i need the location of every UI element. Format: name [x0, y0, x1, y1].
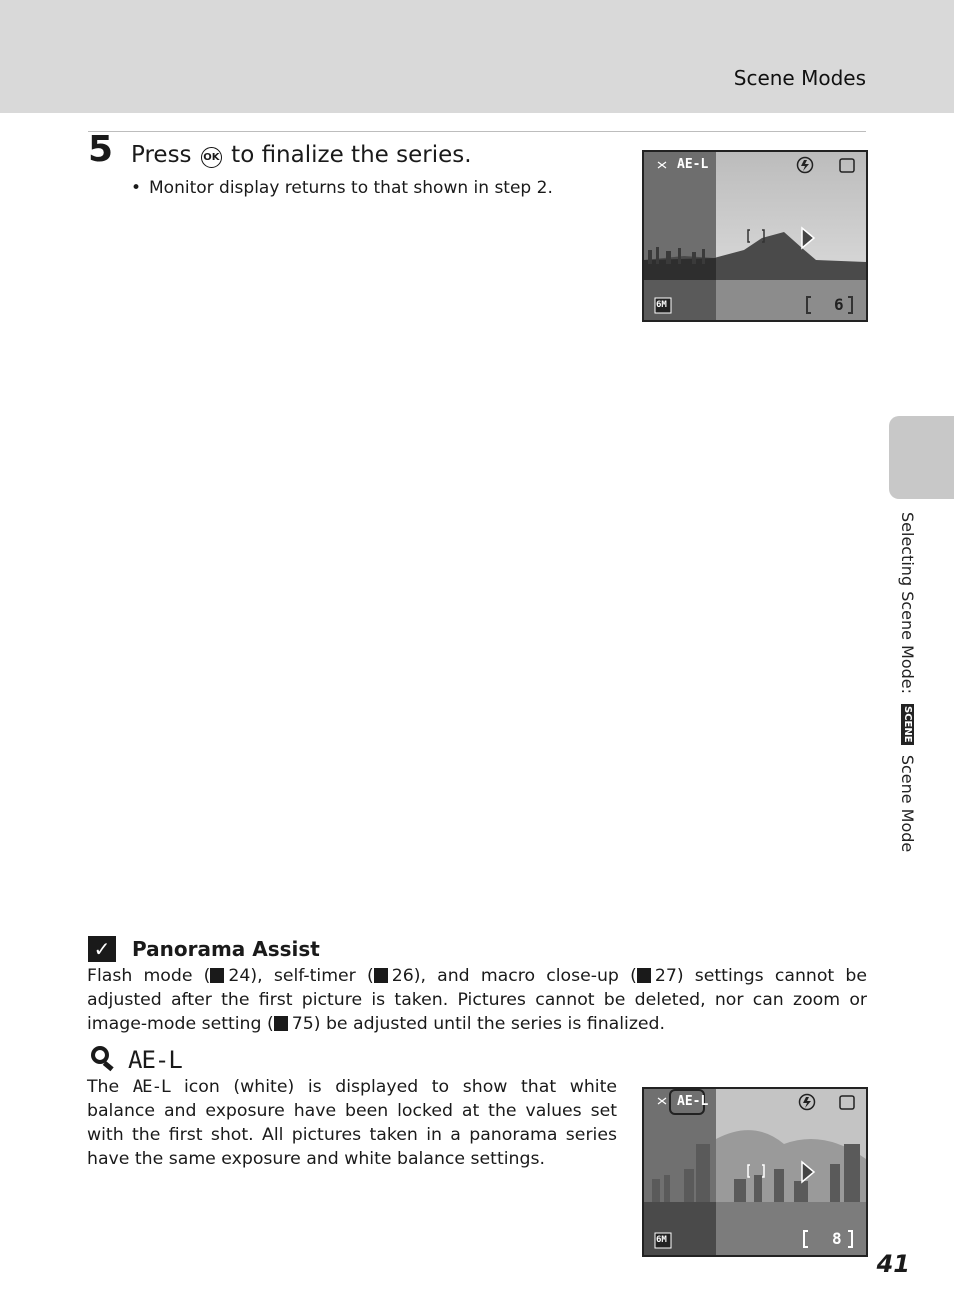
exposures-remaining: 6	[834, 295, 844, 314]
scene-icon: SCENE	[902, 706, 913, 743]
section-title: Scene Modes	[733, 66, 866, 90]
panorama-preview-image	[644, 152, 866, 320]
tip-body	[87, 1075, 617, 1171]
page-number: 41	[876, 1250, 910, 1278]
ael-indicator: AE-L	[677, 157, 709, 172]
tip-text: icon (white) is displayed to show that white balance and exposure have been locked at the values set with the first shot. All pictures taken in a panorama series have the same exposure and white balance settings.	[87, 1077, 617, 1169]
ael-inline-icon: AE-L	[132, 1077, 171, 1097]
page-reference-icon	[374, 968, 388, 983]
checkmark-icon: ✓	[88, 936, 116, 962]
page-reference-icon	[210, 968, 224, 983]
header-rule	[88, 131, 866, 132]
note-text: 24), self-timer (	[228, 966, 374, 986]
ok-button-icon: OK	[201, 147, 222, 168]
step-title-end: to finalize the series.	[231, 142, 472, 168]
step-bullet	[131, 176, 553, 200]
bullet-icon: •	[131, 178, 142, 198]
image-mode-icon: 6M	[656, 1235, 667, 1245]
step-title-start: Press	[131, 142, 192, 168]
header-band	[0, 0, 954, 113]
magnifier-tip-icon	[88, 1044, 118, 1072]
note-text: 27) settings cannot be adjusted after the first picture is taken. Pictures cannot be deleted, nor can zoom or image-mode setting (	[87, 966, 867, 1034]
tip-text: The	[87, 1077, 120, 1097]
page-reference-icon	[637, 968, 651, 983]
note-title: Panorama Assist	[132, 937, 320, 961]
note-heading	[88, 934, 320, 964]
step-title	[131, 138, 472, 172]
image-mode-icon: 6M	[656, 300, 667, 310]
step-number: 5	[88, 129, 114, 170]
step-bullet-text: Monitor display returns to that shown in step 2.	[149, 178, 553, 198]
side-title-end: Scene Mode	[898, 754, 917, 853]
camera-screen-ael	[642, 1087, 868, 1257]
note-body	[87, 964, 867, 1036]
note-text: Flash mode (	[87, 966, 211, 986]
note-text: 26), and macro close-up (	[391, 966, 637, 986]
side-chapter-title	[898, 512, 917, 852]
exposures-remaining: 8	[832, 1229, 842, 1248]
ael-indicator-highlighted: AE-L	[677, 1094, 709, 1109]
page-reference-icon	[274, 1016, 288, 1031]
note-text: 75) be adjusted until the series is finalized.	[291, 1014, 666, 1034]
camera-screen-step5	[642, 150, 868, 322]
side-title-start: Selecting Scene Mode:	[898, 512, 917, 695]
chapter-tab	[889, 416, 954, 499]
ael-heading: AE-L	[128, 1046, 182, 1074]
